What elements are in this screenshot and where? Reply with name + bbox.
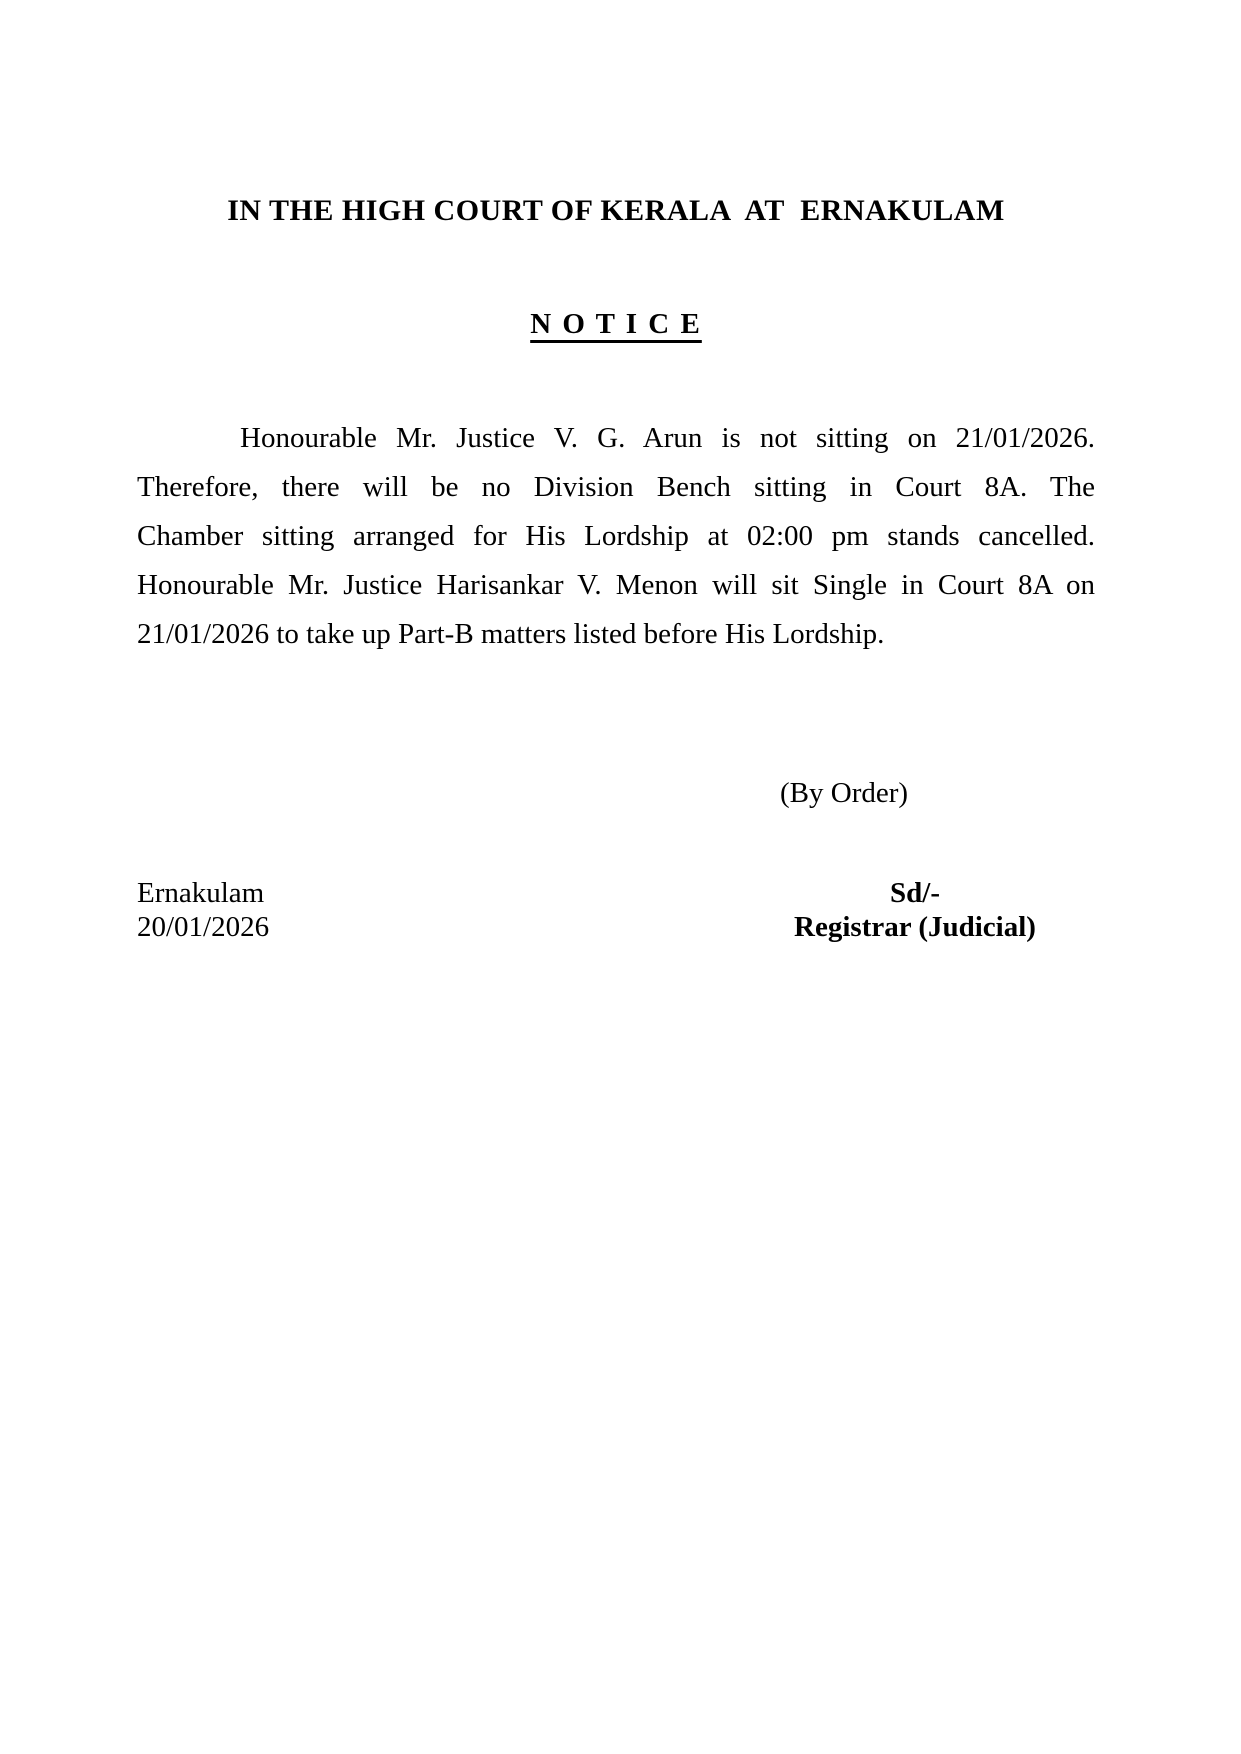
place-date-block: [137, 876, 269, 944]
sd-signature: Sd/-: [890, 877, 940, 909]
body-line-3: Chamber sitting arranged for His Lordship at 02:00 pm stands cancelled.: [137, 520, 1095, 552]
date-label: 20/01/2026: [137, 911, 270, 943]
by-order-text: (By Order): [780, 777, 909, 809]
by-order-line: [137, 772, 1095, 814]
notice-body: [137, 414, 1095, 659]
signatory-block: [745, 876, 1085, 944]
body-line-5: 21/01/2026 to take up Part-B matters listed before His Lordship.: [137, 618, 885, 650]
signatory-designation: Registrar (Judicial): [794, 911, 1036, 943]
notice-heading: [137, 306, 1095, 342]
place-label: Ernakulam: [137, 877, 265, 909]
signature-block: [137, 876, 1095, 944]
body-line-2: Therefore, there will be no Division Bench sitting in Court 8A. The: [137, 471, 1095, 503]
notice-heading-text: N O T I C E: [530, 308, 702, 340]
court-title: IN THE HIGH COURT OF KERALA AT ERNAKULAM: [227, 194, 1005, 227]
body-line-1: Honourable Mr. Justice V. G. Arun is not sitting on 21/01/2026.: [240, 422, 1095, 454]
body-line-4: Honourable Mr. Justice Harisankar V. Menon will sit Single in Court 8A on: [137, 569, 1095, 601]
